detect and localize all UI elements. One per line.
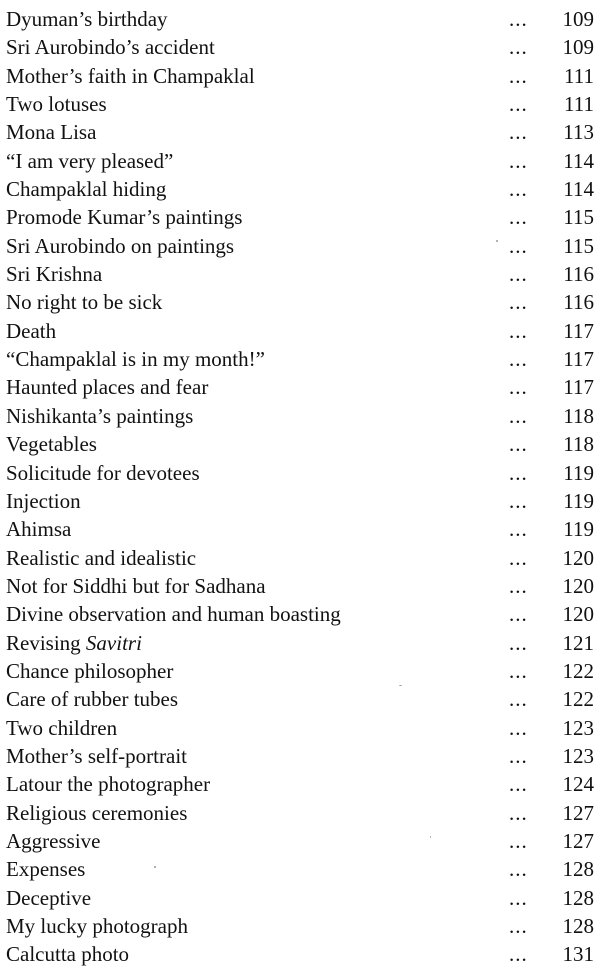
- entry-leader: ...: [509, 857, 528, 882]
- entry-page-number: 120: [562, 602, 594, 627]
- toc-entry: [6, 33, 596, 61]
- entry-leader: ...: [509, 545, 528, 570]
- entry-title: Sri Aurobindo on paintings: [6, 233, 235, 258]
- entry-leader: ...: [509, 92, 528, 117]
- toc-entry: [6, 345, 596, 373]
- entry-leader: ...: [509, 573, 528, 598]
- toc-entry: [6, 147, 596, 175]
- entry-title: Mona Lisa: [6, 120, 97, 145]
- toc-entry: [6, 90, 596, 118]
- entry-page-number: 123: [562, 743, 594, 768]
- entry-leader: ...: [509, 630, 528, 655]
- entry-title: Two lotuses: [6, 92, 107, 117]
- entry-leader: ...: [509, 460, 528, 485]
- entry-leader: ...: [509, 35, 528, 60]
- entry-leader: ...: [509, 177, 528, 202]
- entry-title: Ahimsa: [6, 517, 72, 542]
- toc-entry: [6, 884, 596, 912]
- entry-title: Death: [6, 318, 57, 343]
- toc-entry: [6, 487, 596, 515]
- entry-title: Calcutta photo: [6, 942, 130, 967]
- entry-leader: ...: [509, 347, 528, 372]
- entry-title: Religious ceremonies: [6, 800, 188, 825]
- entry-leader: ...: [509, 318, 528, 343]
- entry-leader: ...: [509, 828, 528, 853]
- entry-page-number: 123: [562, 715, 594, 740]
- entry-title: “I am very pleased”: [6, 148, 174, 173]
- entry-leader: ...: [509, 687, 528, 712]
- entry-page-number: 128: [562, 885, 594, 910]
- entry-page-number: 122: [562, 687, 594, 712]
- entry-leader: ...: [509, 233, 528, 258]
- toc-entry: [6, 770, 596, 798]
- entry-page-number: 114: [563, 148, 594, 173]
- entry-leader: ...: [509, 715, 528, 740]
- entry-title: Sri Krishna: [6, 262, 103, 287]
- entry-page-number: 127: [562, 828, 594, 853]
- entry-title: Haunted places and fear: [6, 375, 209, 400]
- toc-entry: [6, 175, 596, 203]
- toc-entry: [6, 600, 596, 628]
- entry-title: Promode Kumar’s paintings: [6, 205, 243, 230]
- entry-page-number: 128: [562, 914, 594, 938]
- entry-leader: ...: [509, 148, 528, 173]
- entry-title: Care of rubber tubes: [6, 687, 179, 712]
- entry-page-number: 127: [562, 800, 594, 825]
- entry-title: “Champaklal is in my month!”: [6, 347, 265, 372]
- toc-entry: [6, 5, 596, 33]
- toc-entry: [6, 203, 596, 231]
- toc-entry: [6, 799, 596, 827]
- toc-entry: [6, 62, 596, 90]
- entry-title: Mother’s self-portrait: [6, 743, 187, 768]
- entry-title: Dyuman’s birthday: [6, 7, 168, 31]
- paper-speck: [430, 836, 431, 838]
- entry-title: Mother’s faith in Champaklal: [6, 63, 255, 88]
- entry-title: Two children: [6, 715, 118, 740]
- toc-entry: [6, 714, 596, 742]
- entry-page-number: 111: [564, 92, 594, 117]
- entry-leader: ...: [509, 772, 528, 797]
- toc-entry: [6, 459, 596, 487]
- toc-entry: [6, 912, 596, 940]
- entry-title: [6, 629, 142, 657]
- entry-title: Realistic and idealistic: [6, 545, 197, 570]
- paper-speck: [154, 866, 156, 868]
- entry-page-number: 115: [563, 205, 594, 230]
- entry-title: Aggressive: [6, 828, 101, 853]
- toc-entry: [6, 402, 596, 430]
- entry-leader: ...: [509, 517, 528, 542]
- entry-leader: ...: [509, 375, 528, 400]
- entry-leader: ...: [509, 403, 528, 428]
- entry-title: My lucky photograph: [6, 914, 188, 938]
- entry-leader: ...: [509, 205, 528, 230]
- entry-title-roman: Revising: [6, 630, 86, 655]
- entry-title-italic: Savitri: [85, 630, 142, 655]
- entry-leader: ...: [509, 658, 528, 683]
- entry-leader: ...: [509, 800, 528, 825]
- toc-entry: [6, 827, 596, 855]
- paper-speck: [399, 685, 402, 686]
- entry-page-number: 117: [563, 318, 594, 343]
- entry-page-number: 128: [562, 857, 594, 882]
- entry-page-number: 119: [563, 488, 594, 513]
- table-of-contents: [6, 5, 596, 969]
- paper-speck: [496, 240, 498, 242]
- entry-page-number: 111: [564, 63, 594, 88]
- entry-title: Not for Siddhi but for Sadhana: [6, 573, 266, 598]
- entry-leader: ...: [509, 290, 528, 315]
- toc-entry: [6, 430, 596, 458]
- entry-title: Expenses: [6, 857, 86, 882]
- toc-entry: [6, 657, 596, 685]
- entry-leader: ...: [509, 602, 528, 627]
- toc-entry: [6, 742, 596, 770]
- entry-leader: ...: [509, 63, 528, 88]
- entry-page-number: 109: [562, 35, 594, 60]
- entry-page-number: 131: [562, 942, 594, 967]
- entry-page-number: 119: [563, 460, 594, 485]
- entry-page-number: 122: [562, 658, 594, 683]
- entry-page-number: 109: [562, 7, 594, 31]
- entry-title: Latour the photographer: [6, 772, 211, 797]
- toc-entry: [6, 629, 596, 657]
- toc-entry: [6, 232, 596, 260]
- entry-leader: ...: [509, 488, 528, 513]
- toc-entry: [6, 317, 596, 345]
- entry-page-number: 116: [563, 290, 594, 315]
- toc-entry: [6, 544, 596, 572]
- entry-leader: ...: [509, 432, 528, 457]
- entry-page-number: 120: [562, 573, 594, 598]
- toc-entry: [6, 260, 596, 288]
- entry-title: Nishikanta’s paintings: [6, 403, 194, 428]
- entry-page-number: 118: [563, 403, 594, 428]
- entry-page-number: 120: [562, 545, 594, 570]
- toc-entry: [6, 940, 596, 968]
- entry-leader: ...: [509, 7, 528, 31]
- entry-leader: ...: [509, 914, 528, 938]
- entry-page-number: 113: [563, 120, 594, 145]
- entry-title: Sri Aurobindo’s accident: [6, 35, 215, 60]
- entry-title: Injection: [6, 488, 81, 513]
- entry-leader: ...: [509, 120, 528, 145]
- toc-entry: [6, 373, 596, 401]
- entry-title: Deceptive: [6, 885, 92, 910]
- entry-page-number: 118: [563, 432, 594, 457]
- entry-page-number: 117: [563, 347, 594, 372]
- entry-leader: ...: [509, 942, 528, 967]
- entry-title: Vegetables: [6, 432, 97, 457]
- entry-title: Divine observation and human boasting: [6, 602, 341, 627]
- entry-leader: ...: [509, 885, 528, 910]
- entry-page-number: 121: [562, 630, 594, 655]
- toc-entry: [6, 515, 596, 543]
- toc-entry: [6, 572, 596, 600]
- entry-page-number: 114: [563, 177, 594, 202]
- toc-entry: [6, 855, 596, 883]
- entry-page-number: 115: [563, 233, 594, 258]
- entry-title: No right to be sick: [6, 290, 163, 315]
- entry-page-number: 116: [563, 262, 594, 287]
- toc-entry: [6, 118, 596, 146]
- entry-title: Champaklal hiding: [6, 177, 167, 202]
- entry-title: Chance philosopher: [6, 658, 174, 683]
- entry-leader: ...: [509, 262, 528, 287]
- entry-page-number: 119: [563, 517, 594, 542]
- entry-title: Solicitude for devotees: [6, 460, 200, 485]
- entry-leader: ...: [509, 743, 528, 768]
- entry-page-number: 117: [563, 375, 594, 400]
- entry-page-number: 124: [562, 772, 594, 797]
- toc-entry: [6, 685, 596, 713]
- toc-entry: [6, 288, 596, 316]
